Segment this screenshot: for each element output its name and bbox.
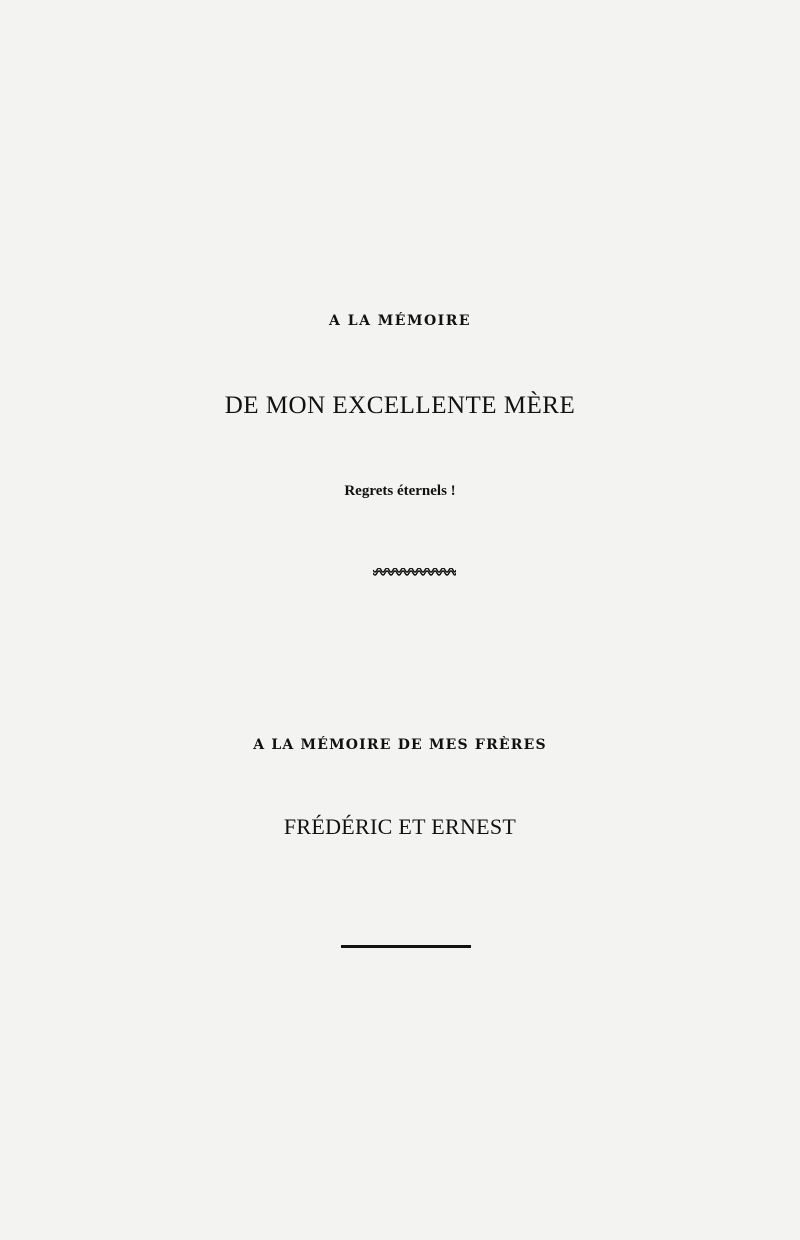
closing-rule	[341, 945, 471, 948]
wavy-ornament	[373, 568, 456, 576]
mother-dedication: DE MON EXCELLENTE MÈRE	[224, 392, 576, 419]
brothers-memoire-heading: A LA MÉMOIRE DE MES FRÈRES	[253, 737, 547, 753]
regrets-line: Regrets éternels !	[344, 483, 456, 499]
memoire-heading: A LA MÉMOIRE	[328, 313, 472, 329]
brothers-names: FRÉDÉRIC ET ERNEST	[283, 814, 517, 839]
